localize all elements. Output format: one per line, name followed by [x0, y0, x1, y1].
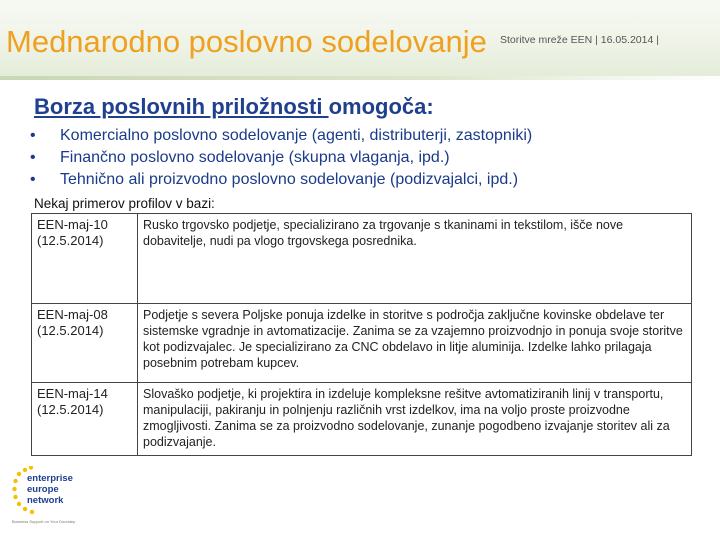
bullet-dot: • — [30, 127, 36, 144]
bullet-item — [30, 147, 532, 169]
table-row — [32, 214, 692, 304]
profile-code: EEN-maj-08 (12.5.2014) — [32, 304, 138, 383]
bullet-text: Finančno poslovno sodelovanje (skupna vlaganja, ipd.) — [60, 149, 450, 166]
logo-line: enterprise — [27, 473, 73, 484]
section-heading-rest: omogoča: — [328, 94, 434, 119]
section-heading — [34, 94, 434, 120]
profile-description: Slovaško podjetje, ki projektira in izdeluje kompleksne rešitve avtomatiziranih linij v transportu, manipulaciji, pakiranju in polnjenju različnih vrst izdelkov, ima na voljo proste proizvodne zmogljivosti. Zanima se za proizvodno sodelovanje, zunanje pogodbeno izvajanje storitev ali za podizvajanje. — [138, 383, 692, 456]
table-row — [32, 304, 692, 383]
header-divider — [0, 76, 720, 80]
profile-code: EEN-maj-10 (12.5.2014) — [32, 214, 138, 304]
logo-line: europe — [27, 484, 59, 495]
table-row — [32, 383, 692, 456]
profile-description: Rusko trgovsko podjetje, specializirano za trgovanje s tkaninami in tekstilom, išče nove dobavitelje, nudi pa vlogo trgovskega posrednika. — [138, 214, 692, 304]
bullet-item — [30, 169, 532, 191]
profiles-table — [31, 213, 692, 456]
slide-meta: Storitve mreže EEN | 16.05.2014 | — [500, 34, 659, 46]
section-heading-link[interactable]: Borza poslovnih priložnosti — [34, 94, 329, 119]
bullet-text: Komercialno poslovno sodelovanje (agenti, distributerji, zastopniki) — [60, 127, 533, 144]
logo-line: network — [27, 495, 64, 506]
bullet-text: Tehnično ali proizvodno poslovno sodelovanje (podizvajalci, ipd.) — [60, 171, 519, 188]
logo-tagline: Business Support on Your Doorstep — [12, 519, 76, 524]
bullet-dot: • — [30, 171, 36, 188]
profile-code: EEN-maj-14 (12.5.2014) — [32, 383, 138, 456]
een-logo-wordmark — [27, 473, 73, 506]
bullet-list — [30, 125, 532, 191]
bullet-dot: • — [30, 149, 36, 166]
profiles-intro: Nekaj primerov profilov v bazi: — [34, 196, 215, 211]
slide-title: Mednarodno poslovno sodelovanje — [6, 24, 487, 59]
bullet-item — [30, 125, 532, 147]
profile-description: Podjetje s severa Poljske ponuja izdelke in storitve s področja zaključne kovinske obdelave ter sistemske vgradnje in avtomatizacije. Zanima se za vzajemno proizvodnjo in ponuja svoje storitve kot podizvajalec. Je specializirano za CNC obdelavo in litje aluminija. Izdelke lahko prilagaja posebnim potrebam kupcev. — [138, 304, 692, 383]
